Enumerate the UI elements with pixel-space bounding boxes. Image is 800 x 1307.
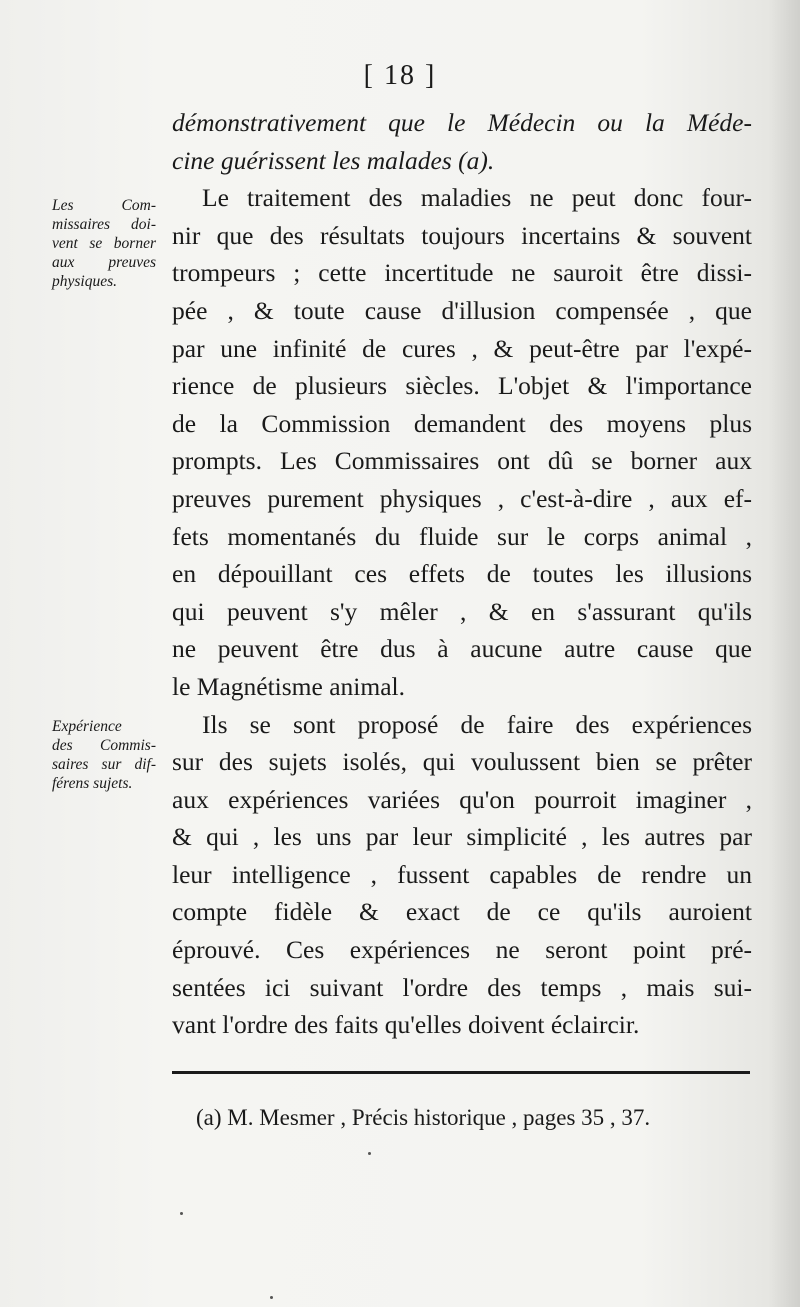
- body-line: trompeurs ; cette incertitude ne sauroit être dissi-: [172, 258, 752, 288]
- margin-note-experience: [52, 717, 156, 793]
- body-line: par une infinité de cures , & peut-être par l'expé-: [172, 333, 752, 363]
- margin-note-line: Expérience: [52, 718, 122, 735]
- body-line: sentées ici suivant l'ordre des temps , mais sui-: [172, 972, 752, 1002]
- body-line: & qui , les uns par leur simplicité , les autres par: [172, 822, 752, 852]
- body-line: ne peuvent être dus à aucune autre cause que: [172, 634, 752, 664]
- footnote-divider: [172, 1071, 750, 1074]
- margin-note-commissaires: [52, 196, 156, 291]
- body-line: vant l'ordre des faits qu'elles doivent éclaircir.: [172, 1010, 640, 1040]
- margin-note-line: aux preuves: [52, 254, 156, 271]
- body-line: compte fidèle & exact de ce qu'ils auroient: [172, 897, 752, 927]
- body-line: qui peuvent s'y mêler , & en s'assurant qu'ils: [172, 596, 752, 626]
- body-line: fets momentanés du fluide sur le corps animal ,: [172, 521, 752, 551]
- body-line: Ils se sont proposé de faire des expériences: [202, 709, 752, 739]
- body-line: prompts. Les Commissaires ont dû se borner aux: [172, 446, 752, 476]
- body-line: preuves purement physiques , c'est-à-dire , aux ef-: [172, 483, 752, 513]
- body-line: nir que des résultats toujours incertains & souvent: [172, 220, 752, 250]
- body-line: pée , & toute cause d'illusion compensée , que: [172, 295, 752, 325]
- body-line: aux expériences variées qu'on pourroit imaginer ,: [172, 784, 752, 814]
- margin-note-line: physiques.: [52, 273, 118, 290]
- body-line: cine guérissent les malades (a).: [172, 145, 495, 175]
- body-line: en dépouillant ces effets de toutes les illusions: [172, 559, 752, 589]
- body-line: de la Commission demandent des moyens plus: [172, 408, 752, 438]
- body-line: éprouvé. Ces expériences ne seront point pré-: [172, 935, 752, 965]
- body-line: Le traitement des maladies ne peut donc four-: [202, 183, 752, 213]
- body-line: rience de plusieurs siècles. L'objet & l'importance: [172, 371, 752, 401]
- margin-note-line: des Commis-: [52, 737, 156, 754]
- body-line: sur des sujets isolés, qui voulussent bien se prêter: [172, 747, 752, 777]
- ink-speck: [270, 1296, 273, 1299]
- margin-note-line: vent se borner: [52, 235, 156, 252]
- margin-note-line: férens sujets.: [52, 775, 133, 792]
- page-number: [ 18 ]: [363, 60, 437, 91]
- margin-note-line: Les Com-: [52, 197, 156, 214]
- margin-note-line: saires sur dif-: [52, 756, 156, 773]
- body-line: démonstrativement que le Médecin ou la Méde-: [172, 108, 752, 137]
- ink-speck: [368, 1152, 371, 1155]
- margin-note-line: missaires doi-: [52, 216, 156, 233]
- body-line: le Magnétisme animal.: [172, 671, 405, 701]
- footnote: (a) M. Mesmer , Précis historique , pages 35 , 37.: [196, 1105, 651, 1130]
- body-text: [172, 104, 752, 1044]
- ink-speck: [180, 1212, 183, 1215]
- body-line: leur intelligence , fussent capables de rendre un: [172, 859, 752, 889]
